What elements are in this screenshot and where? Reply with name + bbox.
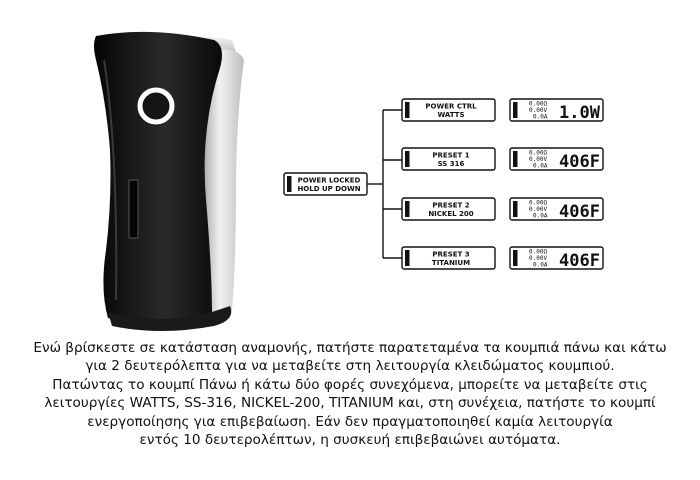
mode-3-line1: PRESET 2: [432, 201, 470, 210]
mode-1-line2: WATTS: [437, 111, 465, 119]
battery-icon: [287, 176, 292, 192]
battery-icon: [405, 151, 410, 167]
readout-screen-watts: [510, 99, 603, 123]
readout-1-volt: 0.00V: [529, 107, 548, 114]
readout-3-volt: 0.00V: [529, 206, 548, 213]
readout-1-amp: 0.0A: [533, 113, 548, 121]
readout-3-value: 406F: [559, 202, 600, 222]
readout-screen-ss316: [510, 148, 603, 172]
readout-3-ohm: 0.00Ω: [529, 199, 548, 207]
caption-line-4: λειτουργίες WATTS, SS-316, NICKEL-200, TITANIUM και, στη συνέχεια, πατήστε το κουμπί: [44, 395, 656, 412]
caption-line-5: ενεργοποίησης για επιβεβαίωση. Εάν δεν πραγματοποιηθεί καμία λειτουργία: [87, 413, 613, 430]
mode-screen-nickel200: [402, 198, 495, 220]
mode-2-line2: SS 316: [437, 160, 465, 168]
caption-line-3: Πατώντας το κουμπί Πάνω ή κάτω δύο φορές συνεχόμενα, μπορείτε να μεταβείτε στις: [52, 376, 648, 393]
mode-1-line1: POWER CTRL: [425, 102, 477, 111]
mode-screen-titanium: [402, 247, 495, 269]
caption-line-6: εντός 10 δευτερολέπτων, η συσκευή επιβεβαιώνει αυτόματα.: [139, 432, 561, 449]
readout-1-value: 1.0W: [559, 103, 600, 123]
power-locked-screen: [284, 173, 367, 195]
mode-screen-ss316: [402, 148, 495, 170]
readout-2-volt: 0.00V: [529, 156, 548, 163]
readout-4-volt: 0.00V: [529, 255, 548, 262]
battery-icon: [513, 250, 518, 266]
battery-icon: [513, 102, 518, 118]
readout-4-value: 406F: [559, 251, 600, 271]
readout-3-amp: 0.0A: [533, 212, 548, 220]
readout-1-ohm: 0.00Ω: [529, 100, 548, 108]
mode-4-line1: PRESET 3: [432, 250, 470, 259]
mode-screen-watts: [402, 99, 495, 121]
battery-icon: [513, 151, 518, 167]
readout-screen-nickel200: [510, 198, 603, 222]
readout-4-amp: 0.0A: [533, 261, 548, 269]
mode-2-line1: PRESET 1: [432, 151, 470, 160]
battery-icon: [405, 201, 410, 217]
instruction-caption: [0, 339, 700, 449]
battery-icon: [405, 250, 410, 266]
mode-3-line2: NICKEL 200: [428, 210, 474, 218]
readout-2-amp: 0.0A: [533, 162, 548, 170]
readout-screen-titanium: [510, 247, 603, 271]
caption-line-2: για 2 δευτερόλεπτα για να μεταβείτε στη λειτουργία κλειδώματος κουμπιού.: [85, 358, 615, 375]
root-line1: POWER LOCKED: [297, 176, 361, 185]
readout-4-ohm: 0.00Ω: [529, 248, 548, 256]
readout-2-ohm: 0.00Ω: [529, 149, 548, 157]
root-line2: HOLD UP DOWN: [297, 185, 361, 193]
readout-2-value: 406F: [559, 152, 600, 172]
mode-4-line2: TITANIUM: [431, 259, 471, 267]
caption-line-1: Ενώ βρίσκεστε σε κατάσταση αναμονής, πατήστε παρατεταμένα τα κουμπιά πάνω και κάτω: [33, 340, 667, 356]
battery-icon: [513, 201, 518, 217]
battery-icon: [405, 102, 410, 118]
